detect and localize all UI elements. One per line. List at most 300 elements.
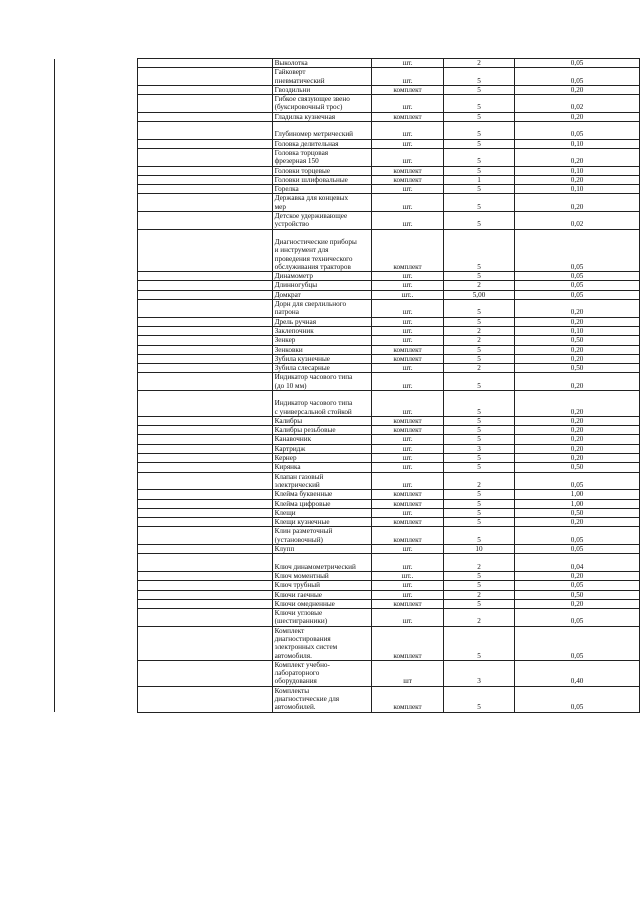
unit-cell: шт.: [372, 122, 444, 140]
table-row: [55, 212, 640, 230]
coefficient-cell: 0,20: [515, 354, 640, 363]
table-row: [55, 85, 640, 94]
table-row: [55, 508, 640, 517]
table-row: [55, 609, 640, 627]
unit-cell: шт..: [372, 571, 444, 580]
item-name-cell: Индикатор часового типа с универсальной стойкой: [272, 390, 372, 416]
quantity-cell: 2: [443, 609, 514, 627]
coefficient-cell: 0,05: [515, 281, 640, 290]
table-row: [55, 345, 640, 354]
blank-cell: [138, 300, 273, 318]
coefficient-cell: 1,00: [515, 490, 640, 499]
blank-cell: [138, 390, 273, 416]
item-name-cell: Зенкер: [272, 336, 372, 345]
blank-cell: [138, 373, 273, 391]
coefficient-cell: 0,40: [515, 660, 640, 686]
blank-cell-left: [55, 472, 138, 490]
item-name-cell: Гайковерт пневматический: [272, 68, 372, 86]
coefficient-cell: 0,10: [515, 185, 640, 194]
unit-cell: комплект: [372, 166, 444, 175]
table-row: [55, 122, 640, 140]
blank-cell-left: [55, 290, 138, 299]
coefficient-cell: 0,05: [515, 527, 640, 545]
table-row: [55, 166, 640, 175]
table-row: [55, 148, 640, 166]
unit-cell: комплект: [372, 527, 444, 545]
item-name-cell: Клупп: [272, 545, 372, 554]
item-name-cell: Ключи омедненные: [272, 599, 372, 608]
blank-cell: [138, 194, 273, 212]
item-name-cell: Детское удерживающее устройство: [272, 212, 372, 230]
item-name-cell: Головки шлифовальные: [272, 175, 372, 184]
blank-cell: [138, 499, 273, 508]
equipment-table: [54, 58, 640, 713]
table-row: [55, 472, 640, 490]
table-row: [55, 626, 640, 660]
blank-cell-left: [55, 175, 138, 184]
unit-cell: шт.: [372, 609, 444, 627]
blank-cell-left: [55, 345, 138, 354]
unit-cell: шт.: [372, 194, 444, 212]
table-row: [55, 229, 640, 271]
table-row: [55, 554, 640, 572]
blank-cell-left: [55, 326, 138, 335]
unit-cell: шт.: [372, 454, 444, 463]
blank-cell-left: [55, 463, 138, 472]
unit-cell: шт.: [372, 373, 444, 391]
unit-cell: шт.: [372, 508, 444, 517]
unit-cell: шт.: [372, 59, 444, 68]
table-row: [55, 112, 640, 121]
table-row: [55, 364, 640, 373]
coefficient-cell: 0,05: [515, 545, 640, 554]
quantity-cell: 5: [443, 272, 514, 281]
blank-cell-left: [55, 508, 138, 517]
coefficient-cell: 0,20: [515, 148, 640, 166]
blank-cell: [138, 290, 273, 299]
blank-cell: [138, 229, 273, 271]
quantity-cell: 5: [443, 95, 514, 113]
unit-cell: комплект: [372, 518, 444, 527]
blank-cell-left: [55, 490, 138, 499]
coefficient-cell: 0,02: [515, 212, 640, 230]
table-row: [55, 185, 640, 194]
coefficient-cell: 0,05: [515, 59, 640, 68]
blank-cell-left: [55, 85, 138, 94]
table-row: [55, 95, 640, 113]
table-row: [55, 336, 640, 345]
blank-cell-left: [55, 581, 138, 590]
blank-cell: [138, 354, 273, 363]
blank-cell: [138, 326, 273, 335]
coefficient-cell: 0,05: [515, 472, 640, 490]
quantity-cell: 3: [443, 660, 514, 686]
blank-cell-left: [55, 518, 138, 527]
table-row: [55, 68, 640, 86]
blank-cell: [138, 454, 273, 463]
blank-cell: [138, 426, 273, 435]
item-name-cell: Калибры резьбовые: [272, 426, 372, 435]
quantity-cell: 5: [443, 508, 514, 517]
table-row: [55, 599, 640, 608]
quantity-cell: 5: [443, 229, 514, 271]
coefficient-cell: 0,20: [515, 300, 640, 318]
blank-cell-left: [55, 364, 138, 373]
table-row: [55, 545, 640, 554]
blank-cell-left: [55, 59, 138, 68]
quantity-cell: 5: [443, 112, 514, 121]
item-name-cell: Диагностические приборы и инструмент для проведения технического обслуживания тракторов: [272, 229, 372, 271]
coefficient-cell: 0,20: [515, 345, 640, 354]
blank-cell: [138, 317, 273, 326]
quantity-cell: 5,00: [443, 290, 514, 299]
item-name-cell: Гвоздильни: [272, 85, 372, 94]
quantity-cell: 2: [443, 590, 514, 599]
coefficient-cell: 0,10: [515, 139, 640, 148]
table-row: [55, 435, 640, 444]
blank-cell: [138, 148, 273, 166]
table-row: [55, 390, 640, 416]
blank-cell-left: [55, 545, 138, 554]
table-row: [55, 527, 640, 545]
quantity-cell: 5: [443, 166, 514, 175]
quantity-cell: 5: [443, 139, 514, 148]
blank-cell-left: [55, 609, 138, 627]
quantity-cell: 5: [443, 354, 514, 363]
item-name-cell: Комплект диагностирования электронных систем автомобиля.: [272, 626, 372, 660]
item-name-cell: Клейма цифровые: [272, 499, 372, 508]
coefficient-cell: 0,50: [515, 463, 640, 472]
unit-cell: шт.: [372, 390, 444, 416]
blank-cell-left: [55, 527, 138, 545]
blank-cell-left: [55, 626, 138, 660]
quantity-cell: 2: [443, 336, 514, 345]
blank-cell-left: [55, 122, 138, 140]
item-name-cell: Канавочник: [272, 435, 372, 444]
blank-cell-left: [55, 185, 138, 194]
coefficient-cell: 0,20: [515, 112, 640, 121]
blank-cell: [138, 416, 273, 425]
quantity-cell: 5: [443, 686, 514, 712]
blank-cell-left: [55, 212, 138, 230]
table-row: [55, 416, 640, 425]
unit-cell: шт.: [372, 364, 444, 373]
blank-cell: [138, 59, 273, 68]
blank-cell-left: [55, 272, 138, 281]
blank-cell: [138, 212, 273, 230]
blank-cell-left: [55, 166, 138, 175]
item-name-cell: Ключи гаечные: [272, 590, 372, 599]
table-row: [55, 300, 640, 318]
blank-cell: [138, 463, 273, 472]
coefficient-cell: 0,05: [515, 686, 640, 712]
unit-cell: комплект: [372, 354, 444, 363]
coefficient-cell: 0,20: [515, 518, 640, 527]
blank-cell: [138, 527, 273, 545]
equipment-table-body: [55, 59, 640, 713]
blank-cell-left: [55, 300, 138, 318]
item-name-cell: Глубиномер метрический: [272, 122, 372, 140]
coefficient-cell: 0,05: [515, 272, 640, 281]
blank-cell: [138, 185, 273, 194]
coefficient-cell: 0,05: [515, 122, 640, 140]
coefficient-cell: 0,20: [515, 426, 640, 435]
item-name-cell: Горелка: [272, 185, 372, 194]
blank-cell: [138, 95, 273, 113]
blank-cell: [138, 472, 273, 490]
blank-cell-left: [55, 416, 138, 425]
unit-cell: комплект: [372, 112, 444, 121]
table-row: [55, 463, 640, 472]
quantity-cell: 5: [443, 490, 514, 499]
quantity-cell: 2: [443, 59, 514, 68]
blank-cell: [138, 581, 273, 590]
quantity-cell: 1: [443, 175, 514, 184]
item-name-cell: Калибры: [272, 416, 372, 425]
table-row: [55, 660, 640, 686]
unit-cell: шт.: [372, 336, 444, 345]
coefficient-cell: 0,20: [515, 599, 640, 608]
blank-cell: [138, 660, 273, 686]
blank-cell-left: [55, 499, 138, 508]
coefficient-cell: 0,05: [515, 581, 640, 590]
item-name-cell: Дорн для сверлильного патрона: [272, 300, 372, 318]
blank-cell: [138, 508, 273, 517]
unit-cell: комплект: [372, 229, 444, 271]
item-name-cell: Картридж: [272, 444, 372, 453]
item-name-cell: Ключи угловые (шестигранники): [272, 609, 372, 627]
item-name-cell: Длинногубцы: [272, 281, 372, 290]
item-name-cell: Дрель ручная: [272, 317, 372, 326]
item-name-cell: Комплект учебно- лабораторного оборудования: [272, 660, 372, 686]
unit-cell: комплект: [372, 599, 444, 608]
item-name-cell: Клещи кузнечные: [272, 518, 372, 527]
quantity-cell: 5: [443, 85, 514, 94]
unit-cell: шт.: [372, 212, 444, 230]
item-name-cell: Головки торцевые: [272, 166, 372, 175]
item-name-cell: Комплекты диагностические для автомобилей.: [272, 686, 372, 712]
unit-cell: шт.: [372, 590, 444, 599]
unit-cell: комплект: [372, 499, 444, 508]
unit-cell: шт.: [372, 463, 444, 472]
coefficient-cell: 0,20: [515, 317, 640, 326]
table-row: [55, 571, 640, 580]
coefficient-cell: 0,02: [515, 95, 640, 113]
blank-cell-left: [55, 435, 138, 444]
unit-cell: шт.: [372, 554, 444, 572]
quantity-cell: 2: [443, 364, 514, 373]
blank-cell: [138, 68, 273, 86]
blank-cell-left: [55, 571, 138, 580]
quantity-cell: 5: [443, 194, 514, 212]
item-name-cell: Гладилка кузнечная: [272, 112, 372, 121]
quantity-cell: 5: [443, 373, 514, 391]
unit-cell: шт.: [372, 281, 444, 290]
blank-cell: [138, 686, 273, 712]
unit-cell: шт.: [372, 317, 444, 326]
table-row: [55, 686, 640, 712]
blank-cell: [138, 364, 273, 373]
item-name-cell: Кирянка: [272, 463, 372, 472]
unit-cell: шт.: [372, 148, 444, 166]
quantity-cell: 5: [443, 212, 514, 230]
coefficient-cell: 0,50: [515, 364, 640, 373]
unit-cell: шт.: [372, 581, 444, 590]
blank-cell: [138, 490, 273, 499]
blank-cell-left: [55, 444, 138, 453]
table-row: [55, 326, 640, 335]
coefficient-cell: 0,10: [515, 166, 640, 175]
blank-cell: [138, 554, 273, 572]
blank-cell: [138, 626, 273, 660]
quantity-cell: 2: [443, 326, 514, 335]
coefficient-cell: 0,20: [515, 85, 640, 94]
blank-cell-left: [55, 454, 138, 463]
quantity-cell: 5: [443, 527, 514, 545]
coefficient-cell: 0,50: [515, 336, 640, 345]
unit-cell: комплект: [372, 85, 444, 94]
quantity-cell: 5: [443, 345, 514, 354]
blank-cell: [138, 336, 273, 345]
coefficient-cell: 0,50: [515, 590, 640, 599]
quantity-cell: 2: [443, 281, 514, 290]
blank-cell: [138, 272, 273, 281]
table-row: [55, 194, 640, 212]
blank-cell-left: [55, 554, 138, 572]
blank-cell-left: [55, 139, 138, 148]
coefficient-cell: 0,05: [515, 609, 640, 627]
quantity-cell: 5: [443, 426, 514, 435]
blank-cell: [138, 609, 273, 627]
quantity-cell: 5: [443, 390, 514, 416]
unit-cell: шт.: [372, 300, 444, 318]
blank-cell: [138, 139, 273, 148]
table-row: [55, 317, 640, 326]
blank-cell: [138, 435, 273, 444]
equipment-sheet: [54, 58, 640, 713]
coefficient-cell: 0,10: [515, 326, 640, 335]
item-name-cell: Динамометр: [272, 272, 372, 281]
item-name-cell: Гибкое связующее звено (буксировочный трос): [272, 95, 372, 113]
blank-cell-left: [55, 317, 138, 326]
blank-cell-left: [55, 112, 138, 121]
blank-cell: [138, 345, 273, 354]
coefficient-cell: 0,50: [515, 508, 640, 517]
blank-cell: [138, 281, 273, 290]
blank-cell-left: [55, 95, 138, 113]
coefficient-cell: 0,20: [515, 571, 640, 580]
table-row: [55, 518, 640, 527]
unit-cell: комплект: [372, 345, 444, 354]
unit-cell: комплект: [372, 426, 444, 435]
unit-cell: комплект: [372, 175, 444, 184]
blank-cell: [138, 122, 273, 140]
item-name-cell: Зубила кузнечные: [272, 354, 372, 363]
quantity-cell: 5: [443, 499, 514, 508]
unit-cell: шт.: [372, 139, 444, 148]
quantity-cell: 2: [443, 472, 514, 490]
quantity-cell: 5: [443, 435, 514, 444]
coefficient-cell: 0,05: [515, 626, 640, 660]
unit-cell: комплект: [372, 490, 444, 499]
blank-cell: [138, 545, 273, 554]
table-row: [55, 444, 640, 453]
unit-cell: шт.: [372, 95, 444, 113]
blank-cell: [138, 571, 273, 580]
blank-cell-left: [55, 599, 138, 608]
quantity-cell: 5: [443, 416, 514, 425]
quantity-cell: 5: [443, 122, 514, 140]
blank-cell-left: [55, 281, 138, 290]
unit-cell: шт..: [372, 290, 444, 299]
unit-cell: шт.: [372, 68, 444, 86]
blank-cell-left: [55, 390, 138, 416]
blank-cell: [138, 599, 273, 608]
item-name-cell: Ключ динамометрический: [272, 554, 372, 572]
table-row: [55, 373, 640, 391]
item-name-cell: Ключ моментный: [272, 571, 372, 580]
coefficient-cell: 0,20: [515, 373, 640, 391]
blank-cell-left: [55, 229, 138, 271]
table-row: [55, 581, 640, 590]
table-row: [55, 175, 640, 184]
quantity-cell: 5: [443, 626, 514, 660]
blank-cell: [138, 166, 273, 175]
coefficient-cell: 0,04: [515, 554, 640, 572]
table-row: [55, 590, 640, 599]
item-name-cell: Выколотка: [272, 59, 372, 68]
blank-cell-left: [55, 660, 138, 686]
blank-cell-left: [55, 590, 138, 599]
unit-cell: шт.: [372, 326, 444, 335]
table-row: [55, 281, 640, 290]
unit-cell: шт.: [372, 472, 444, 490]
blank-cell: [138, 85, 273, 94]
blank-cell: [138, 112, 273, 121]
table-row: [55, 454, 640, 463]
table-row: [55, 290, 640, 299]
blank-cell-left: [55, 68, 138, 86]
blank-cell: [138, 444, 273, 453]
item-name-cell: Клейма буквенные: [272, 490, 372, 499]
item-name-cell: Заклепочник: [272, 326, 372, 335]
blank-cell: [138, 590, 273, 599]
blank-cell: [138, 175, 273, 184]
coefficient-cell: 0,20: [515, 416, 640, 425]
item-name-cell: Головка торцовая фрезерная 150: [272, 148, 372, 166]
table-row: [55, 426, 640, 435]
coefficient-cell: 1,00: [515, 499, 640, 508]
table-row: [55, 272, 640, 281]
coefficient-cell: 0,05: [515, 290, 640, 299]
table-row: [55, 354, 640, 363]
blank-cell-left: [55, 686, 138, 712]
blank-cell-left: [55, 336, 138, 345]
quantity-cell: 5: [443, 518, 514, 527]
table-row: [55, 499, 640, 508]
item-name-cell: Ключ трубный: [272, 581, 372, 590]
coefficient-cell: 0,20: [515, 194, 640, 212]
coefficient-cell: 0,20: [515, 175, 640, 184]
unit-cell: шт.: [372, 185, 444, 194]
coefficient-cell: 0,20: [515, 390, 640, 416]
quantity-cell: 5: [443, 454, 514, 463]
coefficient-cell: 0,05: [515, 68, 640, 86]
quantity-cell: 5: [443, 185, 514, 194]
quantity-cell: 5: [443, 581, 514, 590]
coefficient-cell: 0,05: [515, 229, 640, 271]
coefficient-cell: 0,20: [515, 454, 640, 463]
